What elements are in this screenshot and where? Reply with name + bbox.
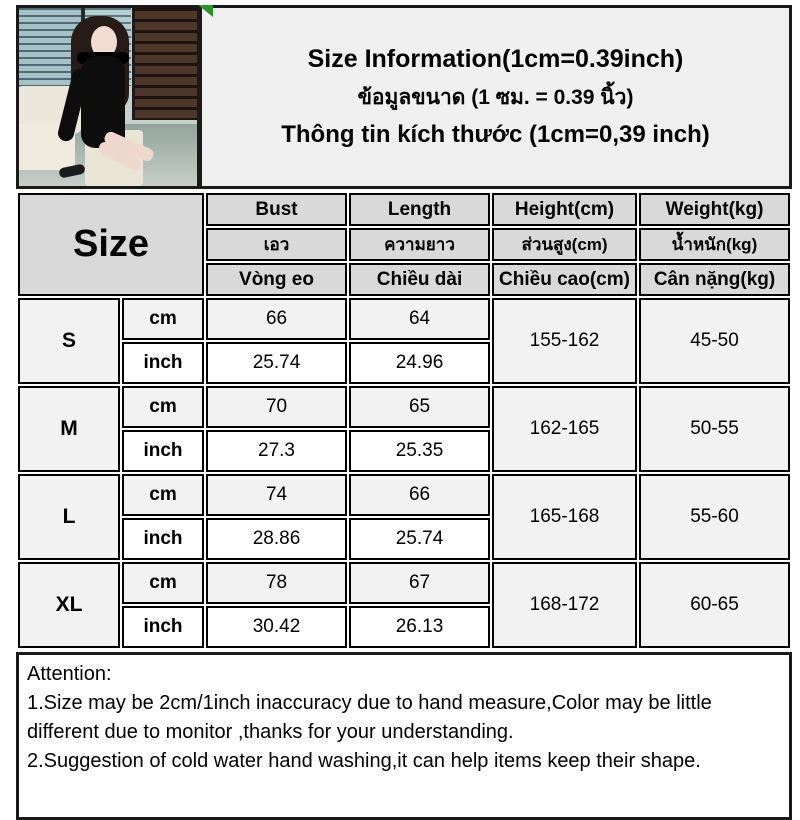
- length-cm-value: 66: [349, 474, 490, 516]
- length-inch-value: 26.13: [349, 606, 490, 648]
- dark-shelf: [132, 8, 197, 120]
- attention-note-2: 2.Suggestion of cold water hand washing,it can help items keep their shape.: [27, 750, 701, 772]
- weight-range-value: 50-55: [639, 386, 790, 472]
- bust-inch-value: 25.74: [206, 342, 347, 384]
- col-header-bust-th: เอว: [206, 228, 347, 261]
- bust-cm-value: 66: [206, 298, 347, 340]
- weight-range-value: 45-50: [639, 298, 790, 384]
- unit-label-inch: inch: [122, 430, 204, 472]
- size-row-label: L: [18, 474, 120, 560]
- bust-cm-value: 78: [206, 562, 347, 604]
- attention-box: [16, 652, 792, 820]
- length-cm-value: 67: [349, 562, 490, 604]
- col-header-weight-vi: Cân nặng(kg): [639, 263, 790, 296]
- size-row-label: S: [18, 298, 120, 384]
- weight-range-value: 60-65: [639, 562, 790, 648]
- col-header-length-vi: Chiều dài: [349, 263, 490, 296]
- bust-inch-value: 27.3: [206, 430, 347, 472]
- weight-range-value: 55-60: [639, 474, 790, 560]
- unit-label-cm: cm: [122, 474, 204, 516]
- col-header-weight-en: Weight(kg): [639, 193, 790, 226]
- size-row-label: XL: [18, 562, 120, 648]
- title-vietnamese: Thông tin kích thước (1cm=0,39 inch): [281, 121, 710, 148]
- unit-label-cm: cm: [122, 298, 204, 340]
- attention-note-1: 1.Size may be 2cm/1inch inaccuracy due to hand measure,Color may be little different due to monitor ,thanks for your understanding.: [27, 692, 712, 743]
- product-photo: [16, 5, 200, 189]
- col-header-length-en: Length: [349, 193, 490, 226]
- col-header-height-en: Height(cm): [492, 193, 637, 226]
- unit-label-inch: inch: [122, 606, 204, 648]
- col-header-height-th: ส่วนสูง(cm): [492, 228, 637, 261]
- bust-inch-value: 30.42: [206, 606, 347, 648]
- height-range-value: 162-165: [492, 386, 637, 472]
- title-panel: [200, 5, 792, 189]
- attention-heading: Attention:: [27, 663, 112, 685]
- col-header-bust-vi: Vòng eo: [206, 263, 347, 296]
- size-table: [16, 191, 792, 650]
- unit-label-cm: cm: [122, 562, 204, 604]
- bust-cm-value: 74: [206, 474, 347, 516]
- col-header-length-th: ความยาว: [349, 228, 490, 261]
- green-corner-icon: [198, 5, 213, 17]
- size-header-cell: Size: [18, 193, 204, 296]
- height-range-value: 168-172: [492, 562, 637, 648]
- unit-label-cm: cm: [122, 386, 204, 428]
- bust-cm-value: 70: [206, 386, 347, 428]
- length-inch-value: 25.35: [349, 430, 490, 472]
- size-row-label: M: [18, 386, 120, 472]
- size-chart-page: [16, 5, 792, 820]
- title-english: Size Information(1cm=0.39inch): [307, 45, 684, 73]
- unit-label-inch: inch: [122, 518, 204, 560]
- length-cm-value: 64: [349, 298, 490, 340]
- bust-inch-value: 28.86: [206, 518, 347, 560]
- length-inch-value: 25.74: [349, 518, 490, 560]
- height-range-value: 155-162: [492, 298, 637, 384]
- col-header-weight-th: น้ำหนัก(kg): [639, 228, 790, 261]
- header-section: [16, 5, 792, 189]
- col-header-height-vi: Chiều cao(cm): [492, 263, 637, 296]
- title-thai: ข้อมูลขนาด (1 ซม. = 0.39 นิ้ว): [357, 86, 634, 109]
- height-range-value: 165-168: [492, 474, 637, 560]
- unit-label-inch: inch: [122, 342, 204, 384]
- col-header-bust-en: Bust: [206, 193, 347, 226]
- length-cm-value: 65: [349, 386, 490, 428]
- length-inch-value: 24.96: [349, 342, 490, 384]
